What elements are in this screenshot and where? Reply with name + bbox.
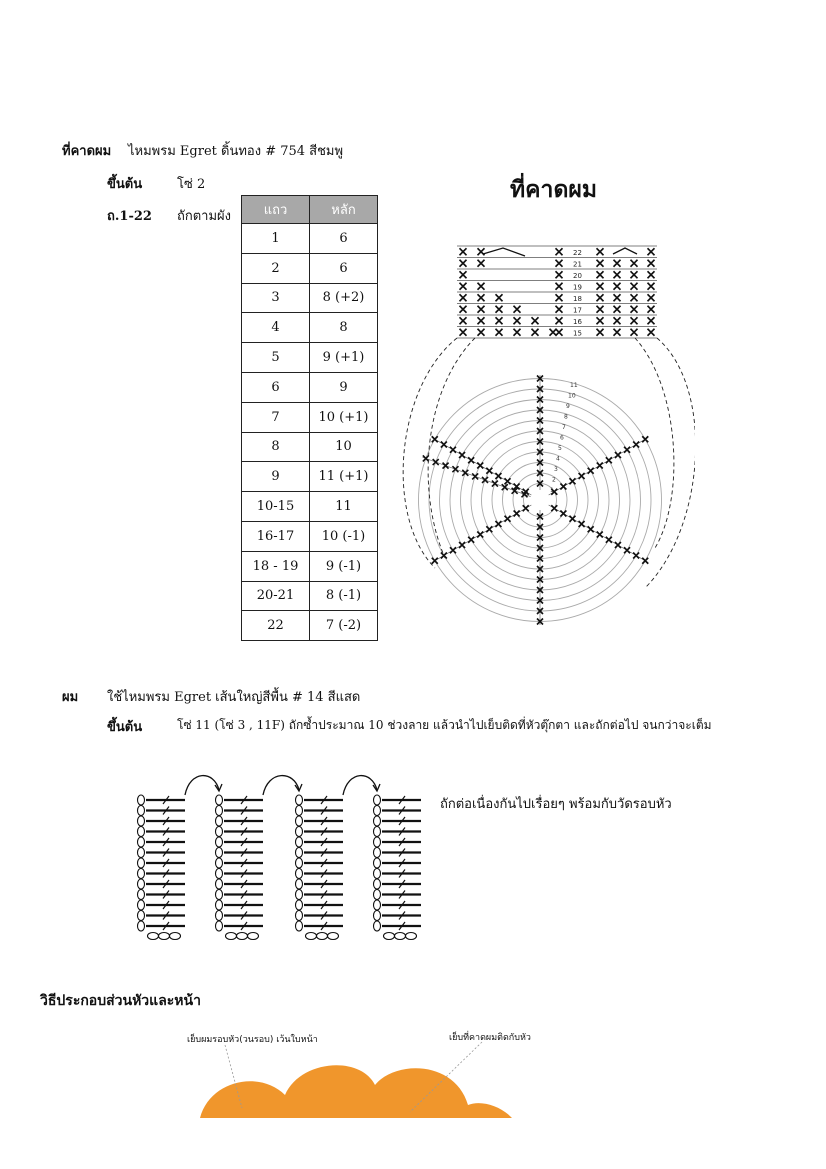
row-number-cell: 3 [242,283,310,313]
chain-stitch [374,900,381,910]
stitch-x-mark [597,248,604,255]
row-number-cell: 6 [242,372,310,402]
chain-stitch [138,921,145,931]
head-hair-shape [200,1065,512,1118]
stitch-x-mark [482,477,488,483]
chain-stitch-base [248,933,259,940]
chain-stitch [138,890,145,900]
chart-row-number: 20 [573,271,582,280]
chain-stitch [296,900,303,910]
dashed-outline [645,338,695,588]
stitch-x-mark [597,260,604,267]
stitch-x-mark [624,447,630,453]
stitch-x-mark [624,547,630,553]
stitch-x-mark [614,271,621,278]
table-row [242,492,378,522]
stitch-x-mark [569,478,575,484]
stitch-x-mark [505,516,511,522]
chart-row-number: 22 [573,248,582,257]
stitch-x-mark [460,283,467,290]
stitch-x-mark [597,329,604,336]
chain-stitch [374,827,381,837]
crochet-chart [395,238,695,628]
chain-stitch [296,869,303,879]
table-row [242,551,378,581]
stitch-x-mark [556,306,563,313]
stitch-x-mark [597,463,603,469]
stitch-x-mark [502,484,508,490]
chain-stitch [374,816,381,826]
stitch-x-mark [588,468,594,474]
table-row [242,372,378,402]
chain-stitch-base [384,933,395,940]
chain-stitch [138,858,145,868]
chain-stitch [296,816,303,826]
chart-row-number: 16 [573,317,582,326]
stitch-x-mark [648,260,655,267]
chain-stitch-base [328,933,339,940]
headband-start-label: ขึ้นต้น [107,177,143,192]
hair-title: ผม [62,690,79,705]
headband-yarn: ไหมพรม Egret ดิ้นทอง # 754 สีชมพู [128,144,344,159]
stitch-x-mark [614,294,621,301]
round-number: 5 [558,445,562,452]
stitch-x-mark [614,283,621,290]
table-row [242,462,378,492]
table-row [242,313,378,343]
table-row [242,432,378,462]
decrease-mark [483,248,525,256]
stitch-x-mark [579,473,585,479]
round-number: 3 [554,466,558,473]
chart-row-number: 18 [573,294,582,303]
stitch-x-mark [648,271,655,278]
stitch-count-cell: 6 [310,224,378,254]
stitch-x-mark [450,447,456,453]
stitch-x-mark [597,271,604,278]
row-number-cell: 16-17 [242,521,310,551]
stitch-x-mark [443,463,449,469]
stitch-x-mark [478,317,485,324]
stitch-x-mark [441,442,447,448]
stitch-count-table [241,195,378,641]
headband-rows-value: ถักตามผัง [177,209,232,224]
chain-stitch-base [226,933,237,940]
table-row [242,581,378,611]
stitch-x-mark [560,511,566,517]
chain-stitch [216,848,223,858]
stitch-x-mark [514,306,521,313]
stitch-x-mark [523,505,529,511]
table-header-row [242,196,378,224]
stitch-x-mark [478,294,485,301]
hair-start-label: ขึ้นต้น [107,720,143,735]
stitch-x-mark [648,248,655,255]
stitch-x-mark [614,306,621,313]
dashed-outline [403,338,457,568]
stitch-x-mark [597,306,604,313]
stitch-x-mark [505,478,511,484]
row-number-cell: 9 [242,462,310,492]
stitch-x-mark [631,294,638,301]
stitch-x-mark [460,248,467,255]
stitch-x-mark [556,283,563,290]
chain-stitch [374,848,381,858]
stitch-count-cell: 8 (+2) [310,283,378,313]
chain-stitch [216,837,223,847]
stitch-count-cell: 9 (+1) [310,343,378,373]
round-number: 7 [562,424,566,431]
stitch-x-mark [631,271,638,278]
table-row [242,521,378,551]
turn-arrow [185,776,219,795]
stitch-x-mark [614,260,621,267]
stitch-x-mark [460,271,467,278]
stitch-x-mark [495,521,501,527]
headband-rows-label: ถ.1-22 [107,209,152,224]
chain-stitch [374,911,381,921]
chain-stitch [138,816,145,826]
table-row [242,611,378,641]
round-number: 6 [560,434,564,442]
stitch-x-mark [496,317,503,324]
stitch-x-mark [631,306,638,313]
stitch-count-cell: 7 (-2) [310,611,378,641]
stitch-count-cell: 10 (+1) [310,402,378,432]
row-number-cell: 4 [242,313,310,343]
stitch-count-cell: 11 [310,492,378,522]
round-number: 11 [570,382,578,389]
chain-stitch [216,869,223,879]
stitch-count-cell: 9 (-1) [310,551,378,581]
chart-row-number: 17 [573,306,582,315]
stitch-x-mark [492,481,498,487]
chain-stitch [374,837,381,847]
chain-stitch [138,879,145,889]
chain-stitch [296,911,303,921]
stitch-x-mark [597,283,604,290]
chain-stitch-base [395,933,406,940]
chain-stitch [216,890,223,900]
hair-start-value: โซ่ 11 (โซ่ 3 , 11F) ถักซ้ำประมาณ 10 ช่วงลาย แล้วนำไปเย็บติดที่หัวตุ๊กตา และถักต่อไป จนกว่าจะเต็ม [177,718,712,732]
stitch-x-mark [569,516,575,522]
stitch-x-mark [478,329,485,336]
round-number: 8 [564,413,568,421]
stitch-x-mark [514,511,520,517]
stitch-x-mark [550,329,557,336]
stitch-x-mark [514,317,521,324]
stitch-x-mark [615,542,621,548]
stitch-x-mark [631,317,638,324]
row-number-cell: 8 [242,432,310,462]
stitch-x-mark [597,532,603,538]
stitch-x-mark [478,306,485,313]
stitch-x-mark [441,553,447,559]
chain-stitch [138,900,145,910]
stitch-x-mark [556,271,563,278]
stitch-x-mark [452,466,458,472]
stitch-x-mark [606,457,612,463]
headband-title: ที่คาดผม [62,144,112,159]
chain-stitch [374,806,381,816]
stitch-x-mark [642,558,648,564]
stitch-x-mark [459,542,465,548]
chain-stitch [216,795,223,805]
chain-stitch [374,795,381,805]
turn-arrow [343,776,377,795]
stitch-x-mark [486,526,492,532]
chain-stitch [374,858,381,868]
chain-stitch [138,795,145,805]
round-number: 9 [566,403,570,410]
stitch-x-mark [477,532,483,538]
row-number-cell: 10-15 [242,492,310,522]
chain-stitch [138,806,145,816]
stitch-x-mark [496,329,503,336]
stitch-count-cell: 8 [310,313,378,343]
assembly-label-right: เย็บที่คาดผมติดกับหัว [449,1033,531,1043]
stitch-x-mark [432,558,438,564]
stitch-x-mark [556,248,563,255]
round-number: 10 [568,392,576,400]
stitch-x-mark [633,442,639,448]
stitch-x-mark [615,452,621,458]
chain-stitch [374,890,381,900]
chain-stitch-base [317,933,328,940]
row-number-cell: 22 [242,611,310,641]
row-number-cell: 5 [242,343,310,373]
stitch-x-mark [631,283,638,290]
stitch-x-mark [631,260,638,267]
chain-stitch-base [170,933,181,940]
chain-stitch [296,921,303,931]
stitch-x-mark [648,306,655,313]
stitch-x-mark [631,329,638,336]
header-stitch-col: หลัก [310,196,378,224]
stitch-x-mark [560,484,566,490]
stitch-x-mark [597,317,604,324]
header-row-col: แถว [242,196,310,224]
stitch-count-cell: 9 [310,372,378,402]
chain-stitch [138,869,145,879]
stitch-x-mark [478,260,485,267]
stitch-x-mark [614,329,621,336]
table-body [242,224,378,641]
chain-stitch [216,816,223,826]
chain-stitch [296,806,303,816]
stitch-x-mark [462,470,468,476]
chain-stitch-base [148,933,159,940]
chart-title: ที่คาดผม [510,177,598,203]
stitch-x-mark [450,547,456,553]
hair-stitch-diagram [125,770,435,945]
turn-arrow [263,776,299,795]
chain-stitch [374,869,381,879]
chain-stitch [216,806,223,816]
row-number-cell: 20-21 [242,581,310,611]
stitch-x-mark [556,317,563,324]
chain-stitch [296,795,303,805]
stitch-x-mark [514,329,521,336]
table-row [242,402,378,432]
chain-stitch [138,911,145,921]
stitch-count-cell: 8 (-1) [310,581,378,611]
chain-stitch [138,848,145,858]
stitch-x-mark [551,505,557,511]
row-number-cell: 2 [242,253,310,283]
chain-stitch-base [159,933,170,940]
table-row [242,283,378,313]
chain-stitch [216,827,223,837]
stitch-x-mark [459,452,465,458]
chain-stitch [296,827,303,837]
assembly-title: วิธีประกอบส่วนหัวและหน้า [40,993,201,1009]
stitch-x-mark [495,473,501,479]
chain-stitch [138,827,145,837]
dashed-outline [635,338,674,548]
chain-stitch [216,879,223,889]
round-number: 2 [552,476,556,484]
table-row [242,224,378,254]
chain-stitch [374,921,381,931]
stitch-x-mark [614,317,621,324]
chain-stitch [296,848,303,858]
chain-stitch [216,858,223,868]
stitch-x-mark [472,473,478,479]
stitch-x-mark [597,294,604,301]
hair-note: ถักต่อเนื่องกันไปเรื่อยๆ พร้อมกับวัดรอบหัว [440,797,672,812]
stitch-x-mark [496,294,503,301]
chain-stitch-base [306,933,317,940]
chart-row-number: 19 [573,283,582,292]
stitch-x-mark [648,283,655,290]
stitch-x-mark [468,537,474,543]
stitch-x-mark [579,521,585,527]
chain-stitch [216,911,223,921]
chain-stitch [216,921,223,931]
headband-start-value: โซ่ 2 [177,177,206,192]
stitch-x-mark [460,260,467,267]
stitch-x-mark [477,463,483,469]
decrease-mark [613,248,637,254]
row-number-cell: 1 [242,224,310,254]
stitch-x-mark [606,537,612,543]
stitch-count-cell: 10 [310,432,378,462]
stitch-x-mark [642,436,648,442]
stitch-x-mark [468,457,474,463]
stitch-x-mark [460,317,467,324]
stitch-x-mark [460,306,467,313]
chain-stitch [216,900,223,910]
stitch-x-mark [486,468,492,474]
stitch-count-cell: 6 [310,253,378,283]
stitch-x-mark [648,294,655,301]
chain-stitch [374,879,381,889]
stitch-x-mark [496,306,503,313]
stitch-x-mark [532,329,539,336]
stitch-count-cell: 11 (+1) [310,462,378,492]
hair-yarn: ใช้ไหมพรม Egret เส้นใหญ่สีพื้น # 14 สีแสด [107,690,361,705]
stitch-x-mark [432,436,438,442]
stitch-x-mark [588,526,594,532]
stitch-x-mark [460,294,467,301]
chain-stitch-base [406,933,417,940]
stitch-x-mark [460,329,467,336]
chain-stitch [296,879,303,889]
chart-row-number: 15 [573,329,582,338]
stitch-x-mark [648,317,655,324]
chain-stitch-base [237,933,248,940]
round-number: 1 [550,487,554,494]
table-row [242,343,378,373]
round-number: 4 [556,455,560,463]
chain-stitch [138,837,145,847]
assembly-label-left: เย็บผมรอบหัว(วนรอบ) เว้นใบหน้า [187,1035,318,1045]
table-row [242,253,378,283]
stitch-x-mark [556,260,563,267]
chart-row-number: 21 [573,260,582,269]
stitch-x-mark [478,283,485,290]
stitch-x-mark [633,553,639,559]
row-number-cell: 7 [242,402,310,432]
row-number-cell: 18 - 19 [242,551,310,581]
stitch-x-mark [532,317,539,324]
stitch-x-mark [556,294,563,301]
chain-stitch [296,890,303,900]
chain-stitch [296,858,303,868]
chain-stitch [296,837,303,847]
stitch-x-mark [648,329,655,336]
stitch-x-mark [433,459,439,465]
stitch-count-cell: 10 (-1) [310,521,378,551]
